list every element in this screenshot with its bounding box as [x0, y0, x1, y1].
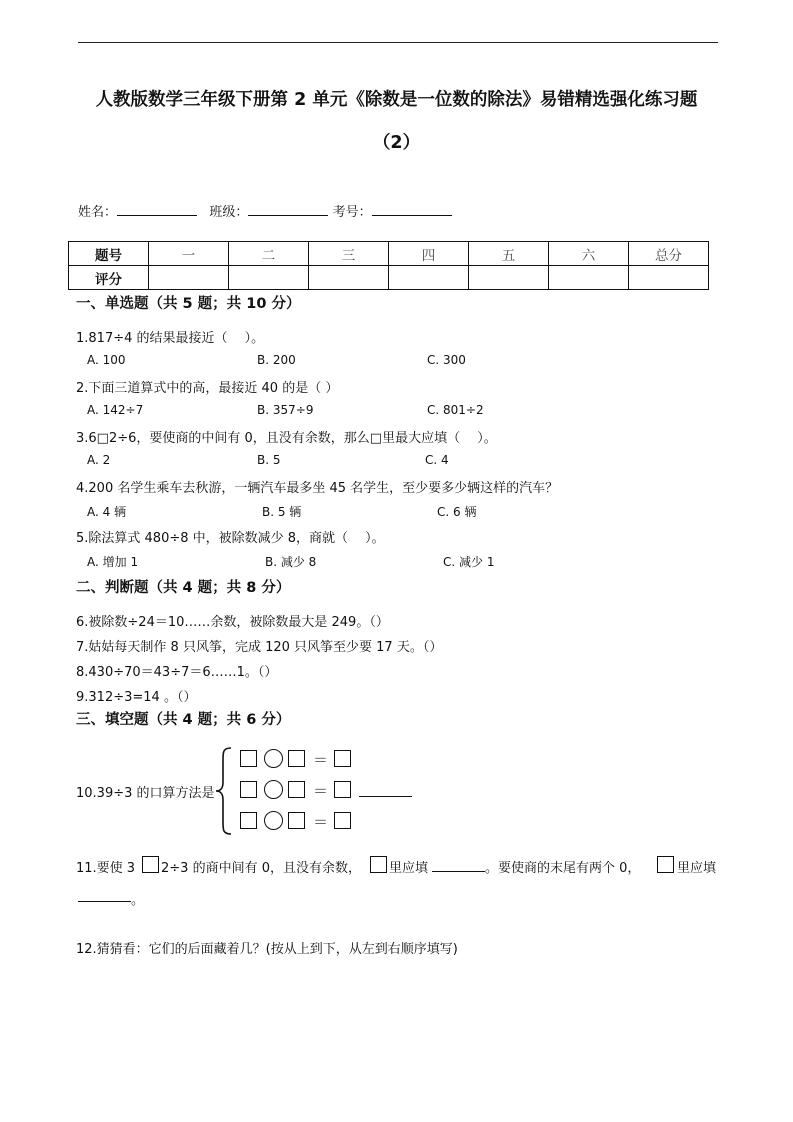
option-c[interactable]: C. 6 辆 — [437, 505, 477, 519]
option-a[interactable]: A. 4 辆 — [87, 505, 127, 519]
question-9: 9.312÷3=14 。（） — [76, 690, 197, 705]
answer-box[interactable] — [240, 781, 257, 798]
question-1: 1.817÷4 的结果最接近（ ）。 — [76, 331, 265, 346]
table-header-cell: 总分 — [629, 242, 709, 266]
question-4: 4.200 名学生乘车去秋游，一辆汽车最多坐 45 名学生，至少要多少辆这样的汽车？ — [76, 481, 559, 496]
score-table-header-row — [69, 242, 709, 266]
answer-blank[interactable] — [78, 888, 131, 902]
score-cell[interactable] — [389, 266, 469, 290]
question-11-part4: 。要使商的末尾有两个 0， — [485, 861, 641, 876]
question-7: 7.姑姑每天制作 8 只风筝，完成 120 只风筝至少要 17 天。（） — [76, 640, 443, 655]
question-11-part3: 里应填 — [389, 861, 429, 876]
question-11-end: 。 — [131, 893, 145, 908]
table-header-cell: 四 — [389, 242, 469, 266]
question-11-part1: 11.要使 3 — [76, 861, 136, 876]
score-row-label: 评分 — [69, 266, 149, 290]
question-11-part2: 2÷3 的商中间有 0，且没有余数， — [161, 861, 361, 876]
option-a[interactable]: A. 增加 1 — [87, 555, 139, 569]
table-header-cell: 三 — [309, 242, 389, 266]
table-header-cell: 题号 — [69, 242, 149, 266]
option-b[interactable]: B. 200 — [257, 353, 296, 367]
equals-sign: ＝ — [313, 782, 329, 800]
answer-blank[interactable] — [359, 784, 412, 797]
table-header-cell: 五 — [469, 242, 549, 266]
answer-box[interactable] — [288, 781, 305, 798]
equals-sign: ＝ — [313, 751, 329, 769]
operator-circle[interactable] — [264, 811, 283, 830]
answer-box[interactable] — [240, 812, 257, 829]
class-label: 班级： — [209, 205, 249, 220]
table-header-cell: 一 — [149, 242, 229, 266]
option-c[interactable]: C. 减少 1 — [443, 555, 495, 569]
page-title: 人教版数学三年级下册第 2 单元《除数是一位数的除法》易错精选强化练习题 — [95, 90, 698, 110]
score-cell[interactable] — [149, 266, 229, 290]
operator-circle[interactable] — [264, 780, 283, 799]
question-6: 6.被除数÷24＝10……余数，被除数最大是 249。（） — [76, 615, 389, 630]
answer-box[interactable] — [288, 812, 305, 829]
left-brace-icon — [214, 746, 234, 836]
operator-circle[interactable] — [264, 749, 283, 768]
option-b[interactable]: B. 357÷9 — [257, 403, 314, 417]
answer-box[interactable] — [334, 812, 351, 829]
score-cell[interactable] — [229, 266, 309, 290]
exam-number-label: 考号： — [332, 205, 372, 220]
score-cell[interactable] — [629, 266, 709, 290]
answer-box[interactable] — [288, 750, 305, 767]
option-a[interactable]: A. 2 — [87, 453, 111, 467]
option-c[interactable]: C. 801÷2 — [427, 403, 484, 417]
answer-box[interactable] — [334, 781, 351, 798]
section-heading-fill-blank: 三、填空题（共 4 题；共 6 分） — [76, 712, 291, 728]
answer-box[interactable] — [142, 856, 159, 873]
option-b[interactable]: B. 5 辆 — [262, 505, 302, 519]
option-b[interactable]: B. 5 — [257, 453, 281, 467]
name-label: 姓名： — [78, 205, 118, 220]
score-table — [68, 241, 709, 290]
answer-blank[interactable] — [432, 858, 485, 872]
score-cell[interactable] — [469, 266, 549, 290]
question-5: 5.除法算式 480÷8 中，被除数减少 8，商就（ ）。 — [76, 531, 385, 546]
table-header-cell: 六 — [549, 242, 629, 266]
equals-sign: ＝ — [313, 813, 329, 831]
student-info — [78, 201, 452, 220]
score-cell[interactable] — [549, 266, 629, 290]
question-12: 12.猜猜看：它们的后面藏着几？(按从上到下，从左到右顺序填写) — [76, 942, 458, 957]
score-cell[interactable] — [309, 266, 389, 290]
option-c[interactable]: C. 300 — [427, 353, 466, 367]
option-c[interactable]: C. 4 — [425, 453, 449, 467]
question-11-part5: 里应填 — [677, 861, 717, 876]
table-header-cell: 二 — [229, 242, 309, 266]
question-3: 3.6□2÷6，要使商的中间有 0，且没有余数，那么□里最大应填（ ）。 — [76, 431, 497, 446]
section-heading-single-choice: 一、单选题（共 5 题；共 10 分） — [76, 296, 301, 312]
question-8: 8.430÷70＝43÷7＝6……1。（） — [76, 665, 278, 680]
name-field[interactable] — [117, 202, 197, 216]
section-heading-true-false: 二、判断题（共 4 题；共 8 分） — [76, 580, 291, 596]
exam-number-field[interactable] — [372, 202, 452, 216]
page-title-number: （2） — [372, 133, 421, 153]
class-field[interactable] — [248, 202, 328, 216]
option-a[interactable]: A. 100 — [87, 353, 126, 367]
question-10: 10.39÷3 的口算方法是 — [76, 786, 215, 801]
question-2: 2.下面三道算式中的高，最接近 40 的是（ ） — [76, 381, 339, 396]
answer-box[interactable] — [657, 856, 674, 873]
answer-box[interactable] — [370, 856, 387, 873]
answer-box[interactable] — [240, 750, 257, 767]
score-table-score-row — [69, 266, 709, 290]
option-b[interactable]: B. 减少 8 — [265, 555, 317, 569]
answer-box[interactable] — [334, 750, 351, 767]
top-rule — [78, 42, 718, 43]
option-a[interactable]: A. 142÷7 — [87, 403, 144, 417]
